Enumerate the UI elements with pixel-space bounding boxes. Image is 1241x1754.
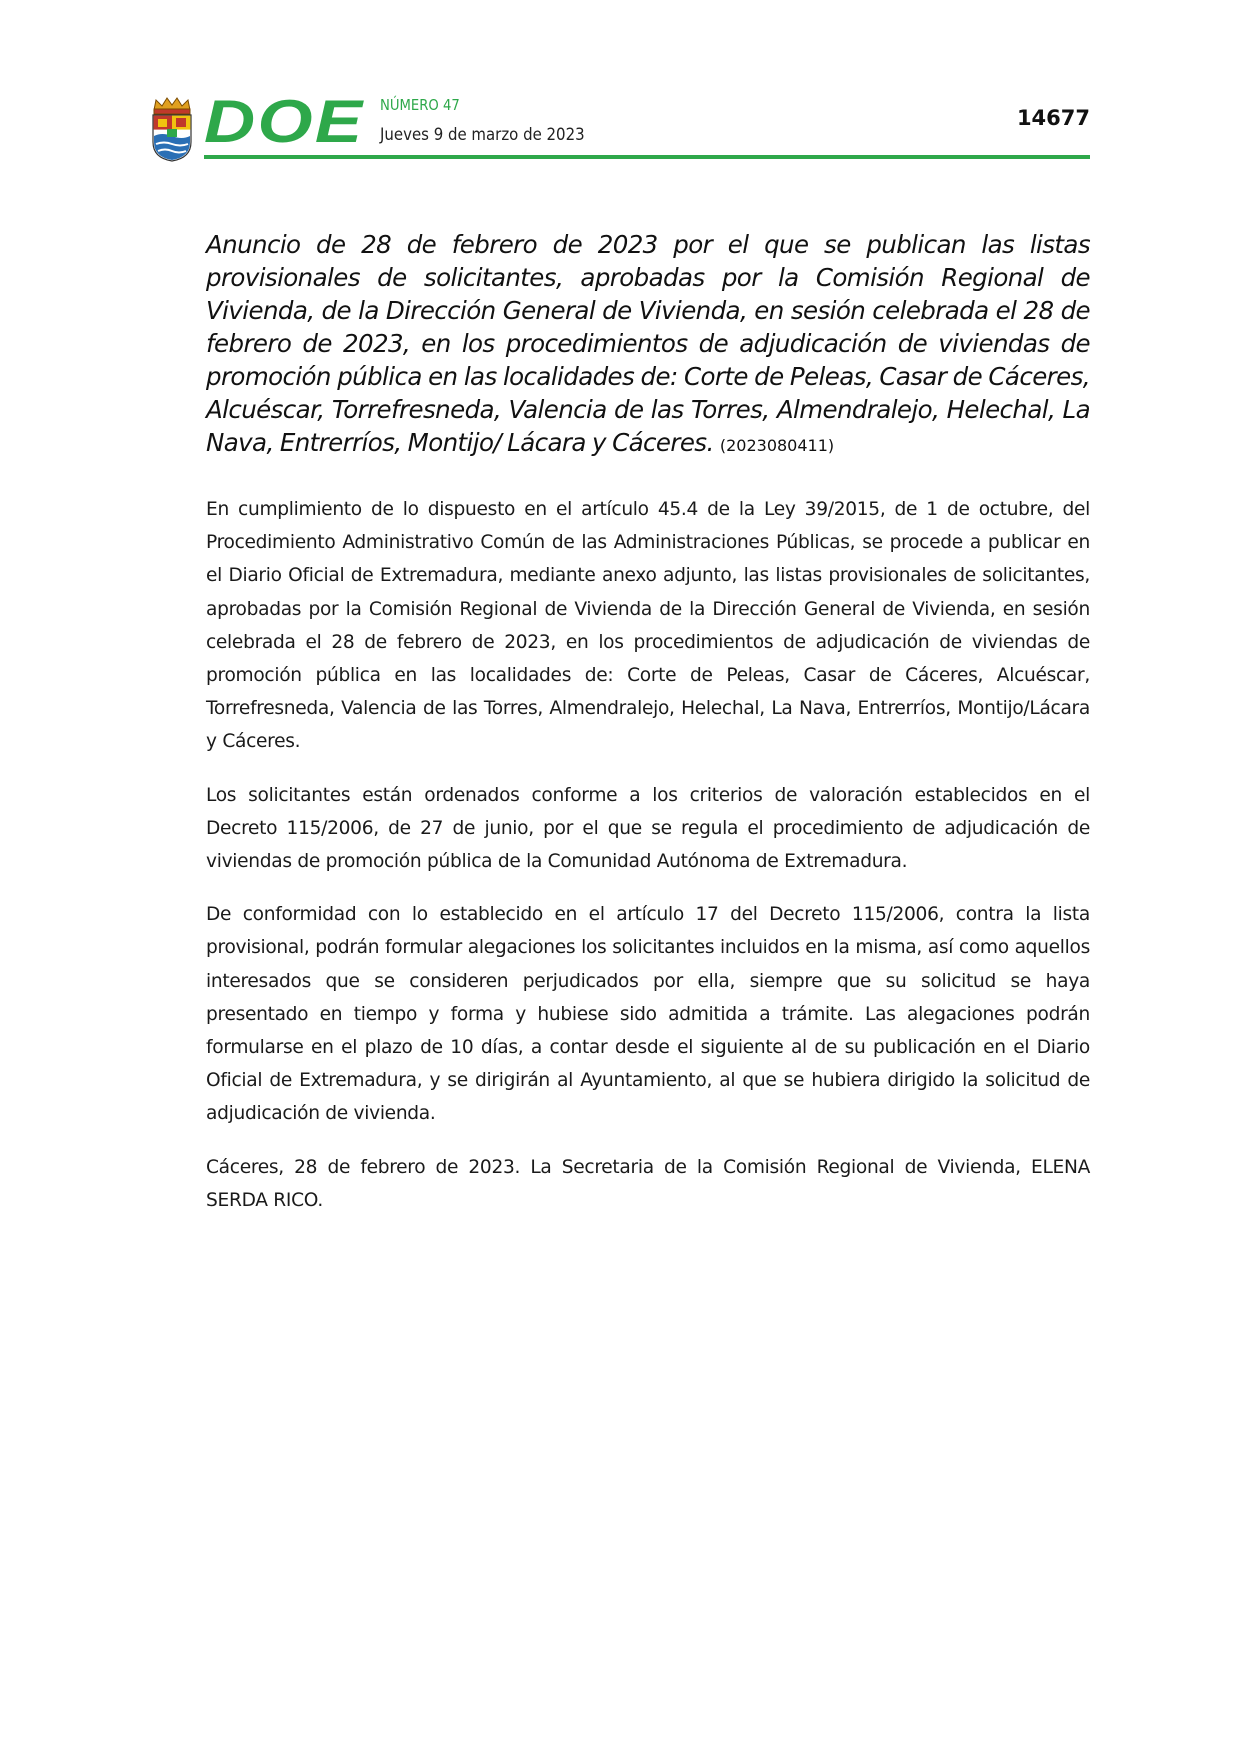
header-divider (204, 155, 1090, 159)
issue-date: Jueves 9 de marzo de 2023 (380, 125, 585, 145)
page-number: 14677 (1016, 106, 1090, 130)
page-header (150, 88, 1090, 162)
paragraph-compliance: En cumplimiento de lo dispuesto en el artículo 45.4 de la Ley 39/2015, de 1 de octubre, del Procedimiento Administrativo Común de las Administraciones Públicas, se procede a publicar en el Diario Oficial de Extremadura, mediante anexo adjunto, las listas provisionales de solicitantes, aprobadas por la Comisión Regional de Vivienda de la Dirección General de Vivienda, en sesión celebrada el 28 de febrero de 2023, en los procedimientos de adjudicación de viviendas de promoción pública en las localidades de: Corte de Peleas, Casar de Cáceres, Alcuéscar, Torrefresneda, Valencia de las Torres, Almendralejo, Helechal, La Nava, Entrerríos, Montijo/Lácara y Cáceres. (206, 499, 1090, 753)
issue-number: NÚMERO 47 (380, 96, 460, 114)
doe-logo: DOE (204, 88, 365, 155)
announcement-title (206, 228, 1090, 462)
signature-paragraph: Cáceres, 28 de febrero de 2023. La Secretaria de la Comisión Regional de Vivienda, ELENA SERDA RICO. (206, 1156, 1090, 1211)
paragraph-ordering-criteria: Los solicitantes están ordenados conforme a los criterios de valoración establecidos en el Decreto 115/2006, de 27 de junio, por el que se regula el procedimiento de adjudicación de viviendas de promoción pública de la Comunidad Autónoma de Extremadura. (206, 784, 1090, 873)
announcement-reference: (2023080411) (719, 436, 835, 455)
paragraph-allegations: De conformidad con lo establecido en el artículo 17 del Decreto 115/2006, contra la lista provisional, podrán formular alegaciones los solicitantes incluidos en la misma, así como aquellos interesados que se consideren perjudicados por ella, siempre que su solicitud se haya presentado en tiempo y forma y hubiese sido admitida a trámite. Las alegaciones podrán formularse en el plazo de 10 días, a contar desde el siguiente al de su publicación en el Diario Oficial de Extremadura, y se dirigirán al Ayuntamiento, al que se hubiera dirigido la solicitud de adjudicación de vivienda. (206, 904, 1090, 1125)
document-body (206, 228, 1090, 1237)
coat-of-arms-icon (150, 96, 194, 162)
announcement-title-text: Anuncio de 28 de febrero de 2023 por el que se publican las listas provisionales de solicitantes, aprobadas por la Comisión Regional de Vivienda, de la Dirección General de Vivienda, en sesión celebrada el 28 de febrero de 2023, en los procedimientos de adjudicación de viviendas de promoción pública en las localidades de: Corte de Peleas, Casar de Cáceres, Alcuéscar, Torrefresneda, Valencia de las Torres, Almendralejo, Helechal, La Nava, Entrerríos, Montijo/ Lácara y Cáceres. (206, 230, 1090, 457)
